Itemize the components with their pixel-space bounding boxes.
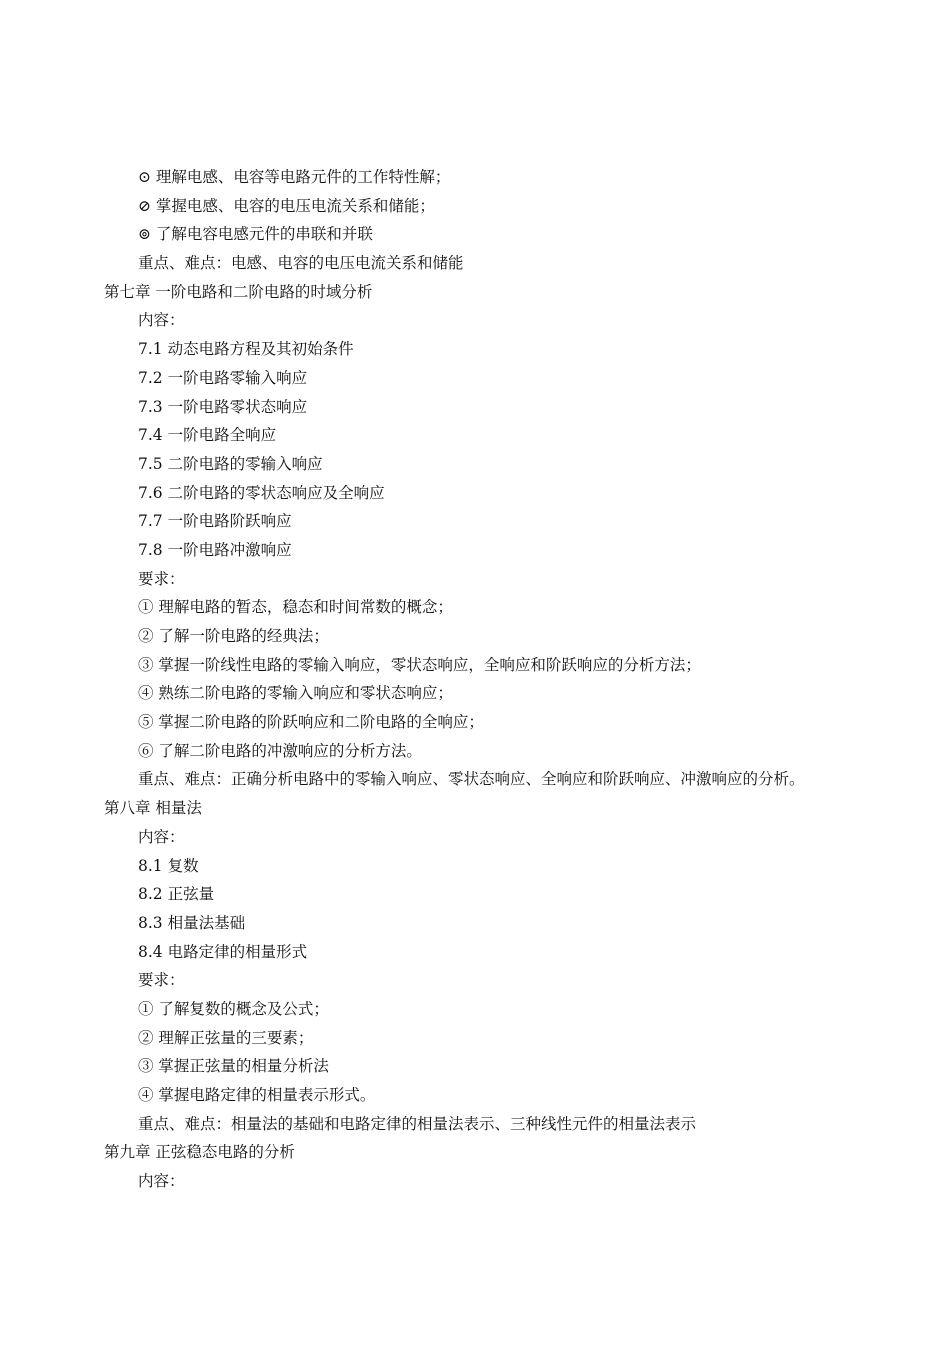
requirement-item: ② 了解一阶电路的经典法； [138,627,329,645]
requirement-item: ⊙ 理解电感、电容等电路元件的工作特性解； [138,168,451,186]
chapter-heading: 第七章 一阶电路和二阶电路的时域分析 [104,282,373,301]
section-item: 7.5 二阶电路的零输入响应 [138,454,323,473]
section-item: 7.8 一阶电路冲激响应 [138,540,292,559]
requirement-item: ⑤ 掌握二阶电路的阶跃响应和二阶电路的全响应； [138,713,484,732]
requirement-item: ③ 掌握一阶线性电路的零输入响应，零状态响应，全响应和阶跃响应的分析方法； [138,655,701,674]
document-body [0,163,952,1196]
content-label: 内容： [138,827,185,846]
key-points: 重点、难点：电感、电容的电压电流关系和储能 [138,254,464,273]
section-item: 8.3 相量法基础 [138,913,246,932]
requirements-label: 要求： [138,971,185,990]
requirement-item: ① 理解电路的暂态，稳态和时间常数的概念； [138,598,453,617]
key-points: 重点、难点：相量法的基础和电路定律的相量法表示、三种线性元件的相量法表示 [138,1114,697,1133]
section-item: 7.7 一阶电路阶跃响应 [138,512,292,531]
requirement-item: ④ 熟练二阶电路的零输入响应和零状态响应； [138,684,453,703]
requirement-item: ② 理解正弦量的三要素； [138,1028,314,1047]
section-item: 8.4 电路定律的相量形式 [138,942,308,961]
section-item: 8.1 复数 [138,856,199,875]
requirement-item: ③ 掌握正弦量的相量分析法 [138,1057,329,1076]
requirement-item: ④ 掌握电路定律的相量表示形式。 [138,1086,376,1104]
content-label: 内容： [138,311,185,330]
requirement-item: ⊚ 了解电容电感元件的串联和并联 [138,225,373,244]
chapter-heading: 第九章 正弦稳态电路的分析 [104,1143,295,1162]
requirement-item: ① 了解复数的概念及公式； [138,999,329,1018]
content-label: 内容： [138,1172,185,1191]
section-item: 7.2 一阶电路零输入响应 [138,368,308,387]
key-points: 重点、难点：正确分析电路中的零输入响应、零状态响应、全响应和阶跃响应、冲激响应的分析。 [138,770,805,789]
requirement-item: ⊘ 掌握电感、电容的电压电流关系和储能； [138,196,435,215]
requirements-label: 要求： [138,569,185,588]
chapter-heading: 第八章 相量法 [104,799,202,818]
section-item: 7.1 动态电路方程及其初始条件 [138,340,354,359]
section-item: 8.2 正弦量 [138,885,215,904]
section-item: 7.4 一阶电路全响应 [138,426,277,445]
section-item: 7.3 一阶电路零状态响应 [138,397,308,416]
section-item: 7.6 二阶电路的零状态响应及全响应 [138,483,385,502]
requirement-item: ⑥ 了解二阶电路的冲激响应的分析方法。 [138,741,422,760]
